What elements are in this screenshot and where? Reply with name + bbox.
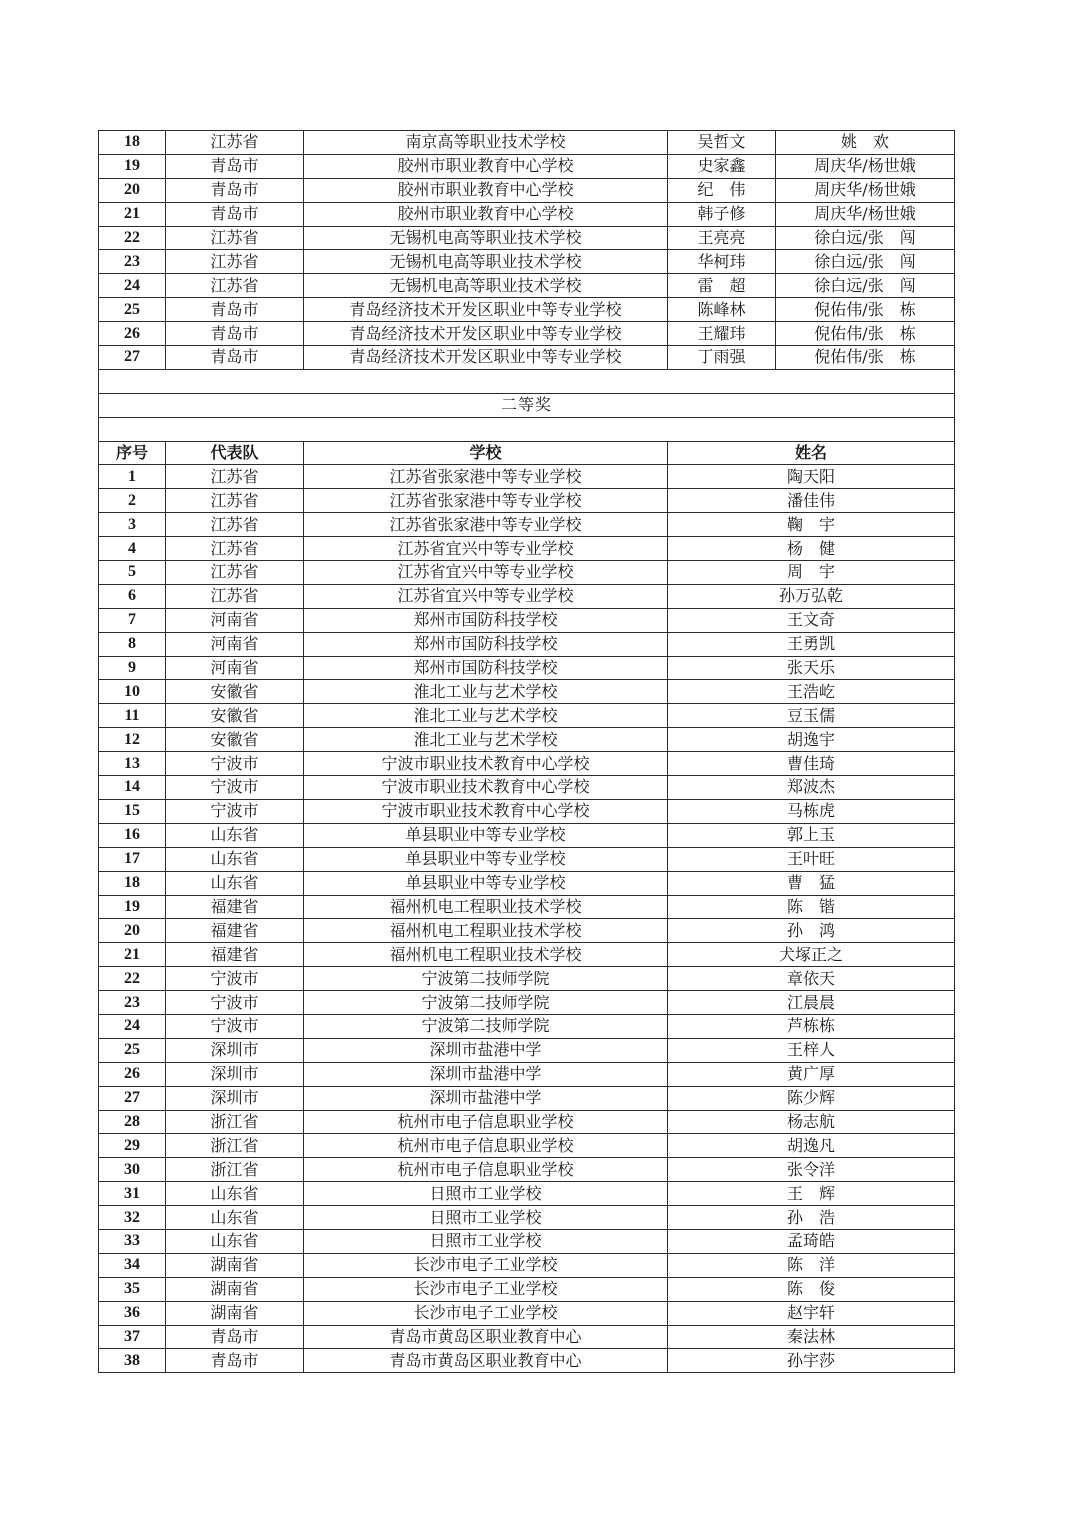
table-row bbox=[99, 1158, 955, 1182]
second-prize-rows bbox=[99, 465, 955, 1373]
table-row bbox=[99, 680, 955, 704]
cell-name: 胡逸凡 bbox=[668, 1134, 955, 1158]
blank-row bbox=[99, 369, 955, 393]
cell-no: 37 bbox=[99, 1325, 166, 1349]
first-prize-continuation bbox=[99, 131, 955, 370]
cell-school: 宁波第二技师学院 bbox=[304, 967, 668, 991]
table-row bbox=[99, 728, 955, 752]
cell-no: 21 bbox=[99, 943, 166, 967]
cell-name: 王耀玮 bbox=[668, 322, 776, 346]
table-row bbox=[99, 1253, 955, 1277]
cell-no: 18 bbox=[99, 131, 166, 155]
table-row bbox=[99, 131, 955, 155]
table-row bbox=[99, 1325, 955, 1349]
cell-no: 18 bbox=[99, 871, 166, 895]
cell-team: 浙江省 bbox=[166, 1110, 304, 1134]
table-row bbox=[99, 537, 955, 561]
cell-no: 19 bbox=[99, 895, 166, 919]
cell-name: 郑波杰 bbox=[668, 776, 955, 800]
header-team: 代表队 bbox=[166, 441, 304, 465]
cell-name: 韩子修 bbox=[668, 202, 776, 226]
cell-name: 曹佳琦 bbox=[668, 752, 955, 776]
cell-no: 33 bbox=[99, 1229, 166, 1253]
section-title: 二等奖 bbox=[99, 393, 955, 417]
cell-name: 曹 猛 bbox=[668, 871, 955, 895]
cell-name: 孙万弘乾 bbox=[668, 584, 955, 608]
cell-team: 安徽省 bbox=[166, 680, 304, 704]
section-title-row bbox=[99, 393, 955, 417]
cell-no: 38 bbox=[99, 1349, 166, 1373]
table-row bbox=[99, 489, 955, 513]
table-row bbox=[99, 513, 955, 537]
cell-school: 郑州市国防科技学校 bbox=[304, 608, 668, 632]
section-separator bbox=[99, 369, 955, 465]
cell-no: 25 bbox=[99, 1038, 166, 1062]
cell-no: 16 bbox=[99, 823, 166, 847]
cell-no: 20 bbox=[99, 178, 166, 202]
table-row bbox=[99, 656, 955, 680]
cell-school: 深圳市盐港中学 bbox=[304, 1038, 668, 1062]
cell-school: 胶州市职业教育中心学校 bbox=[304, 178, 668, 202]
cell-no: 9 bbox=[99, 656, 166, 680]
cell-team: 宁波市 bbox=[166, 776, 304, 800]
cell-school: 胶州市职业教育中心学校 bbox=[304, 154, 668, 178]
cell-school: 长沙市电子工业学校 bbox=[304, 1253, 668, 1277]
cell-name: 犬塚正之 bbox=[668, 943, 955, 967]
cell-name: 章依天 bbox=[668, 967, 955, 991]
cell-school: 青岛经济技术开发区职业中等专业学校 bbox=[304, 322, 668, 346]
table-row bbox=[99, 346, 955, 370]
cell-name: 王叶旺 bbox=[668, 847, 955, 871]
cell-team: 宁波市 bbox=[166, 1014, 304, 1038]
cell-name: 王亮亮 bbox=[668, 226, 776, 250]
cell-no: 24 bbox=[99, 1014, 166, 1038]
table-row bbox=[99, 226, 955, 250]
cell-team: 江苏省 bbox=[166, 131, 304, 155]
cell-coach: 徐白远/张 闯 bbox=[776, 226, 955, 250]
table-row bbox=[99, 1206, 955, 1230]
cell-team: 河南省 bbox=[166, 632, 304, 656]
cell-school: 宁波第二技师学院 bbox=[304, 1014, 668, 1038]
cell-team: 青岛市 bbox=[166, 322, 304, 346]
cell-name: 陈少辉 bbox=[668, 1086, 955, 1110]
cell-school: 日照市工业学校 bbox=[304, 1182, 668, 1206]
cell-no: 7 bbox=[99, 608, 166, 632]
cell-name: 华柯玮 bbox=[668, 250, 776, 274]
cell-school: 福州机电工程职业技术学校 bbox=[304, 919, 668, 943]
cell-team: 江苏省 bbox=[166, 537, 304, 561]
cell-name: 吴哲文 bbox=[668, 131, 776, 155]
table-row bbox=[99, 1349, 955, 1373]
cell-name: 郭上玉 bbox=[668, 823, 955, 847]
cell-school: 青岛市黄岛区职业教育中心 bbox=[304, 1349, 668, 1373]
header-row bbox=[99, 441, 955, 465]
header-school: 学校 bbox=[304, 441, 668, 465]
cell-name: 陈 俊 bbox=[668, 1277, 955, 1301]
table-row bbox=[99, 991, 955, 1015]
table-row bbox=[99, 1086, 955, 1110]
cell-school: 无锡机电高等职业技术学校 bbox=[304, 226, 668, 250]
cell-school: 福州机电工程职业技术学校 bbox=[304, 895, 668, 919]
cell-no: 36 bbox=[99, 1301, 166, 1325]
cell-name: 陈峰林 bbox=[668, 298, 776, 322]
cell-team: 江苏省 bbox=[166, 250, 304, 274]
cell-team: 青岛市 bbox=[166, 1325, 304, 1349]
cell-name: 王 辉 bbox=[668, 1182, 955, 1206]
cell-team: 湖南省 bbox=[166, 1277, 304, 1301]
cell-name: 江晨晨 bbox=[668, 991, 955, 1015]
cell-team: 江苏省 bbox=[166, 226, 304, 250]
cell-name: 潘佳伟 bbox=[668, 489, 955, 513]
cell-name: 王浩屹 bbox=[668, 680, 955, 704]
table-row bbox=[99, 1182, 955, 1206]
cell-team: 福建省 bbox=[166, 919, 304, 943]
cell-coach: 周庆华/杨世娥 bbox=[776, 202, 955, 226]
cell-name: 王文奇 bbox=[668, 608, 955, 632]
cell-team: 安徽省 bbox=[166, 704, 304, 728]
cell-team: 江苏省 bbox=[166, 274, 304, 298]
cell-no: 8 bbox=[99, 632, 166, 656]
cell-name: 马栋虎 bbox=[668, 799, 955, 823]
table-row bbox=[99, 1134, 955, 1158]
cell-name: 丁雨强 bbox=[668, 346, 776, 370]
cell-school: 江苏省张家港中等专业学校 bbox=[304, 465, 668, 489]
cell-name: 黄广厚 bbox=[668, 1062, 955, 1086]
cell-no: 6 bbox=[99, 584, 166, 608]
cell-team: 青岛市 bbox=[166, 202, 304, 226]
table-row bbox=[99, 298, 955, 322]
table-row bbox=[99, 632, 955, 656]
cell-school: 无锡机电高等职业技术学校 bbox=[304, 274, 668, 298]
cell-name: 秦法林 bbox=[668, 1325, 955, 1349]
cell-no: 11 bbox=[99, 704, 166, 728]
cell-name: 杨志航 bbox=[668, 1110, 955, 1134]
cell-name: 陶天阳 bbox=[668, 465, 955, 489]
cell-team: 青岛市 bbox=[166, 346, 304, 370]
cell-no: 29 bbox=[99, 1134, 166, 1158]
cell-no: 3 bbox=[99, 513, 166, 537]
cell-no: 34 bbox=[99, 1253, 166, 1277]
table-row bbox=[99, 584, 955, 608]
table-row bbox=[99, 895, 955, 919]
cell-no: 31 bbox=[99, 1182, 166, 1206]
cell-team: 江苏省 bbox=[166, 465, 304, 489]
cell-no: 2 bbox=[99, 489, 166, 513]
cell-no: 32 bbox=[99, 1206, 166, 1230]
cell-name: 孟琦皓 bbox=[668, 1229, 955, 1253]
cell-name: 孙 鸿 bbox=[668, 919, 955, 943]
cell-coach: 倪佑伟/张 栋 bbox=[776, 298, 955, 322]
table-row bbox=[99, 919, 955, 943]
cell-no: 22 bbox=[99, 967, 166, 991]
cell-team: 山东省 bbox=[166, 823, 304, 847]
cell-name: 史家鑫 bbox=[668, 154, 776, 178]
cell-no: 17 bbox=[99, 847, 166, 871]
cell-no: 28 bbox=[99, 1110, 166, 1134]
cell-school: 江苏省宜兴中等专业学校 bbox=[304, 561, 668, 585]
table-row bbox=[99, 847, 955, 871]
cell-team: 浙江省 bbox=[166, 1158, 304, 1182]
table-row bbox=[99, 1277, 955, 1301]
cell-team: 青岛市 bbox=[166, 298, 304, 322]
cell-school: 淮北工业与艺术学校 bbox=[304, 680, 668, 704]
cell-team: 江苏省 bbox=[166, 489, 304, 513]
cell-team: 山东省 bbox=[166, 1206, 304, 1230]
cell-no: 27 bbox=[99, 346, 166, 370]
cell-team: 福建省 bbox=[166, 943, 304, 967]
cell-school: 单县职业中等专业学校 bbox=[304, 871, 668, 895]
cell-school: 宁波第二技师学院 bbox=[304, 991, 668, 1015]
cell-name: 张令洋 bbox=[668, 1158, 955, 1182]
cell-school: 无锡机电高等职业技术学校 bbox=[304, 250, 668, 274]
cell-coach: 倪佑伟/张 栋 bbox=[776, 322, 955, 346]
cell-school: 深圳市盐港中学 bbox=[304, 1086, 668, 1110]
cell-school: 江苏省张家港中等专业学校 bbox=[304, 513, 668, 537]
cell-no: 35 bbox=[99, 1277, 166, 1301]
header-no: 序号 bbox=[99, 441, 166, 465]
cell-team: 青岛市 bbox=[166, 154, 304, 178]
cell-school: 郑州市国防科技学校 bbox=[304, 656, 668, 680]
cell-coach: 徐白远/张 闯 bbox=[776, 274, 955, 298]
cell-no: 30 bbox=[99, 1158, 166, 1182]
header-name: 姓名 bbox=[668, 441, 955, 465]
cell-team: 宁波市 bbox=[166, 991, 304, 1015]
cell-team: 福建省 bbox=[166, 895, 304, 919]
cell-school: 单县职业中等专业学校 bbox=[304, 823, 668, 847]
cell-name: 王梓人 bbox=[668, 1038, 955, 1062]
cell-school: 长沙市电子工业学校 bbox=[304, 1301, 668, 1325]
cell-no: 12 bbox=[99, 728, 166, 752]
cell-no: 1 bbox=[99, 465, 166, 489]
cell-school: 青岛市黄岛区职业教育中心 bbox=[304, 1325, 668, 1349]
cell-no: 10 bbox=[99, 680, 166, 704]
cell-no: 13 bbox=[99, 752, 166, 776]
cell-school: 杭州市电子信息职业学校 bbox=[304, 1110, 668, 1134]
cell-team: 山东省 bbox=[166, 847, 304, 871]
cell-team: 深圳市 bbox=[166, 1086, 304, 1110]
table-row bbox=[99, 322, 955, 346]
cell-no: 23 bbox=[99, 250, 166, 274]
cell-no: 23 bbox=[99, 991, 166, 1015]
cell-team: 河南省 bbox=[166, 608, 304, 632]
table-row bbox=[99, 274, 955, 298]
cell-school: 深圳市盐港中学 bbox=[304, 1062, 668, 1086]
cell-coach: 周庆华/杨世娥 bbox=[776, 178, 955, 202]
cell-school: 杭州市电子信息职业学校 bbox=[304, 1134, 668, 1158]
cell-no: 19 bbox=[99, 154, 166, 178]
cell-team: 江苏省 bbox=[166, 513, 304, 537]
table-row bbox=[99, 250, 955, 274]
table-row bbox=[99, 465, 955, 489]
table-row bbox=[99, 1062, 955, 1086]
cell-name: 陈 洋 bbox=[668, 1253, 955, 1277]
cell-team: 安徽省 bbox=[166, 728, 304, 752]
cell-no: 20 bbox=[99, 919, 166, 943]
table-row bbox=[99, 561, 955, 585]
cell-team: 深圳市 bbox=[166, 1062, 304, 1086]
cell-no: 26 bbox=[99, 1062, 166, 1086]
table-row bbox=[99, 752, 955, 776]
cell-school: 江苏省宜兴中等专业学校 bbox=[304, 537, 668, 561]
table-row bbox=[99, 154, 955, 178]
cell-name: 胡逸宇 bbox=[668, 728, 955, 752]
cell-team: 宁波市 bbox=[166, 967, 304, 991]
cell-no: 5 bbox=[99, 561, 166, 585]
results-table bbox=[98, 130, 955, 1373]
table-row bbox=[99, 178, 955, 202]
cell-name: 孙宇莎 bbox=[668, 1349, 955, 1373]
cell-team: 山东省 bbox=[166, 871, 304, 895]
cell-team: 浙江省 bbox=[166, 1134, 304, 1158]
cell-name: 芦栋栋 bbox=[668, 1014, 955, 1038]
cell-team: 江苏省 bbox=[166, 584, 304, 608]
cell-school: 日照市工业学校 bbox=[304, 1229, 668, 1253]
cell-school: 胶州市职业教育中心学校 bbox=[304, 202, 668, 226]
cell-no: 24 bbox=[99, 274, 166, 298]
cell-team: 宁波市 bbox=[166, 799, 304, 823]
cell-name: 张天乐 bbox=[668, 656, 955, 680]
table-row bbox=[99, 943, 955, 967]
cell-name: 王勇凯 bbox=[668, 632, 955, 656]
table-row bbox=[99, 704, 955, 728]
cell-team: 湖南省 bbox=[166, 1301, 304, 1325]
cell-no: 26 bbox=[99, 322, 166, 346]
cell-name: 杨 健 bbox=[668, 537, 955, 561]
blank-row bbox=[99, 417, 955, 441]
cell-team: 青岛市 bbox=[166, 178, 304, 202]
cell-name: 雷 超 bbox=[668, 274, 776, 298]
cell-school: 日照市工业学校 bbox=[304, 1206, 668, 1230]
cell-no: 27 bbox=[99, 1086, 166, 1110]
cell-coach: 徐白远/张 闯 bbox=[776, 250, 955, 274]
cell-name: 周 宇 bbox=[668, 561, 955, 585]
cell-school: 宁波市职业技术教育中心学校 bbox=[304, 799, 668, 823]
cell-team: 江苏省 bbox=[166, 561, 304, 585]
table-row bbox=[99, 1038, 955, 1062]
table-row bbox=[99, 202, 955, 226]
cell-school: 南京高等职业技术学校 bbox=[304, 131, 668, 155]
cell-no: 25 bbox=[99, 298, 166, 322]
cell-name: 豆玉儒 bbox=[668, 704, 955, 728]
table-row bbox=[99, 967, 955, 991]
cell-school: 淮北工业与艺术学校 bbox=[304, 728, 668, 752]
table-row bbox=[99, 1229, 955, 1253]
cell-no: 14 bbox=[99, 776, 166, 800]
cell-school: 福州机电工程职业技术学校 bbox=[304, 943, 668, 967]
cell-school: 宁波市职业技术教育中心学校 bbox=[304, 752, 668, 776]
cell-coach: 倪佑伟/张 栋 bbox=[776, 346, 955, 370]
cell-team: 河南省 bbox=[166, 656, 304, 680]
cell-team: 深圳市 bbox=[166, 1038, 304, 1062]
table-row bbox=[99, 1110, 955, 1134]
cell-name: 纪 伟 bbox=[668, 178, 776, 202]
cell-no: 4 bbox=[99, 537, 166, 561]
cell-coach: 姚 欢 bbox=[776, 131, 955, 155]
cell-school: 郑州市国防科技学校 bbox=[304, 632, 668, 656]
cell-name: 陈 锴 bbox=[668, 895, 955, 919]
table-row bbox=[99, 1014, 955, 1038]
cell-school: 江苏省宜兴中等专业学校 bbox=[304, 584, 668, 608]
cell-coach: 周庆华/杨世娥 bbox=[776, 154, 955, 178]
cell-school: 江苏省张家港中等专业学校 bbox=[304, 489, 668, 513]
table-row bbox=[99, 608, 955, 632]
table-row bbox=[99, 823, 955, 847]
cell-no: 15 bbox=[99, 799, 166, 823]
cell-name: 孙 浩 bbox=[668, 1206, 955, 1230]
cell-school: 宁波市职业技术教育中心学校 bbox=[304, 776, 668, 800]
table-row bbox=[99, 776, 955, 800]
cell-team: 宁波市 bbox=[166, 752, 304, 776]
cell-school: 长沙市电子工业学校 bbox=[304, 1277, 668, 1301]
table-row bbox=[99, 799, 955, 823]
cell-school: 淮北工业与艺术学校 bbox=[304, 704, 668, 728]
cell-team: 山东省 bbox=[166, 1182, 304, 1206]
cell-school: 杭州市电子信息职业学校 bbox=[304, 1158, 668, 1182]
cell-no: 22 bbox=[99, 226, 166, 250]
cell-team: 山东省 bbox=[166, 1229, 304, 1253]
table-row bbox=[99, 1301, 955, 1325]
cell-name: 鞠 宇 bbox=[668, 513, 955, 537]
cell-name: 赵宇轩 bbox=[668, 1301, 955, 1325]
cell-school: 青岛经济技术开发区职业中等专业学校 bbox=[304, 298, 668, 322]
table-row bbox=[99, 871, 955, 895]
cell-no: 21 bbox=[99, 202, 166, 226]
cell-school: 青岛经济技术开发区职业中等专业学校 bbox=[304, 346, 668, 370]
cell-team: 湖南省 bbox=[166, 1253, 304, 1277]
cell-team: 青岛市 bbox=[166, 1349, 304, 1373]
cell-school: 单县职业中等专业学校 bbox=[304, 847, 668, 871]
